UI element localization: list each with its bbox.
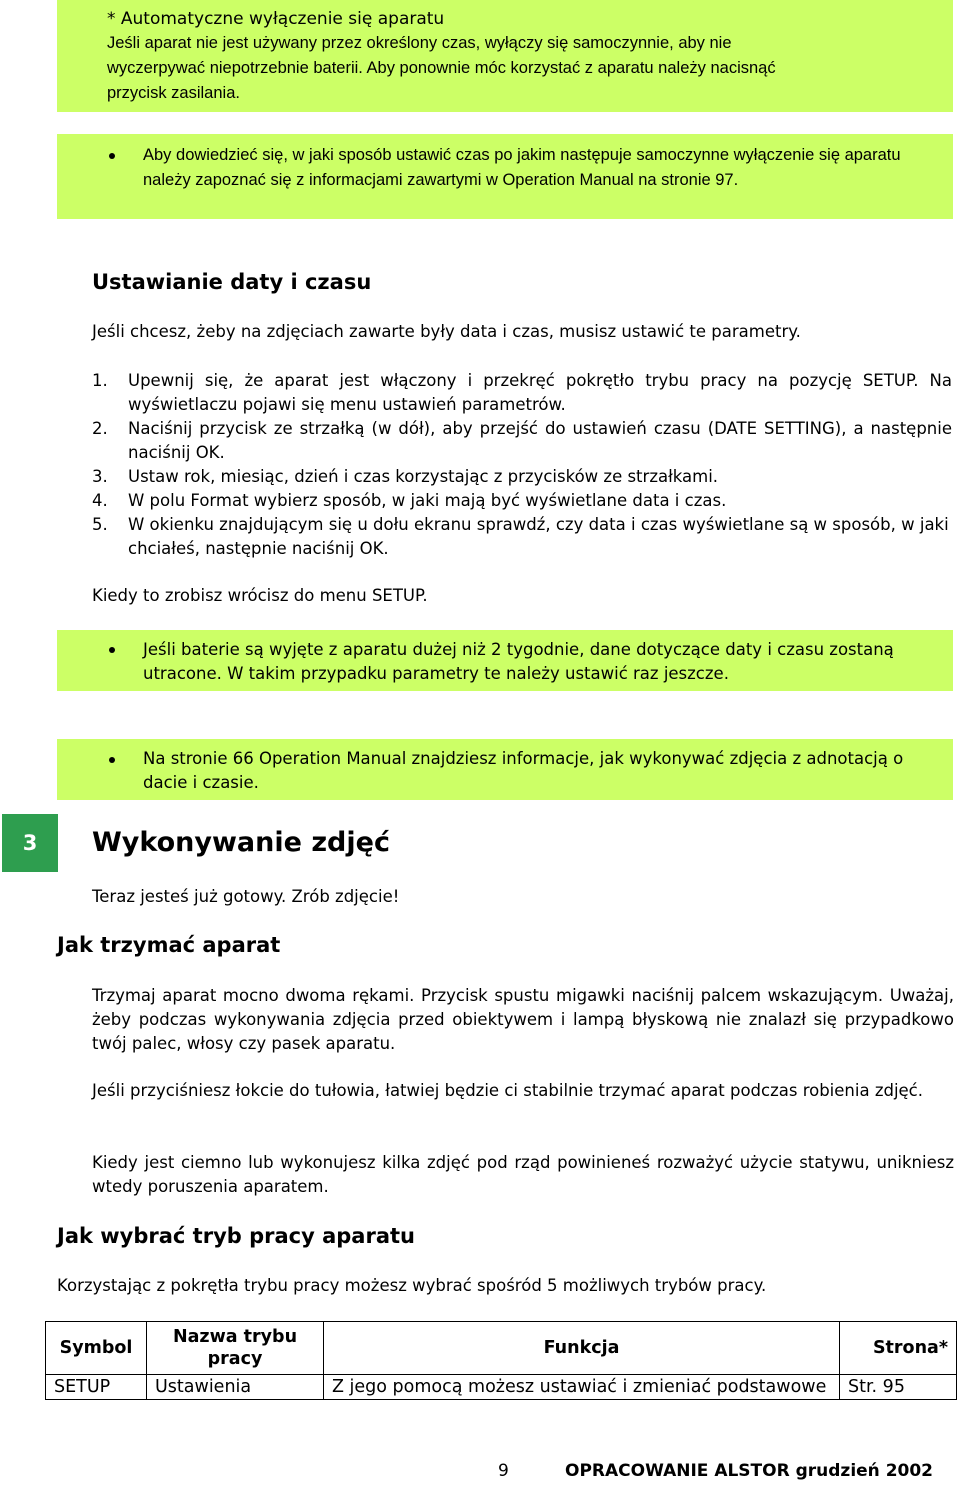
auto-off-line-3: przycisk zasilania. — [107, 84, 240, 102]
step-text: Naciśnij przycisk ze strzałką (w dół), aby przejść do ustawień czasu (DATE SETTING), a następnie naciśnij OK. — [128, 419, 952, 462]
date-section-intro: Jeśli chcesz, żeby na zdjęciach zawarte były data i czas, musisz ustawić te parametry. — [92, 322, 801, 341]
table-header-row — [46, 1322, 957, 1375]
hold-camera-paragraph-1: Trzymaj aparat mocno dwoma rękami. Przycisk spustu migawki naciśnij palcem wskazującym. Uważaj, żeby podczas wykonywania zdjęcia przed obiektywem i lampą błyskową nie znalazł się przypadkowo twój palec, włosy czy pasek aparatu. — [92, 986, 954, 1053]
bullet-icon — [109, 647, 115, 653]
date-section-title: Ustawianie daty i czasu — [92, 270, 372, 294]
modes-table — [45, 1321, 957, 1400]
table-row — [46, 1375, 957, 1400]
mode-section-title: Jak wybrać tryb pracy aparatu — [57, 1224, 415, 1248]
page-number: 9 — [498, 1461, 509, 1481]
cell-symbol: SETUP — [46, 1375, 147, 1400]
date-section-after: Kiedy to zrobisz wrócisz do menu SETUP. — [92, 586, 428, 605]
battery-note-text: Jeśli baterie są wyjęte z aparatu dużej niż 2 tygodnie, dane dotyczące daty i czasu zostaną utracone. W takim przypadku parametry te należy ustawić raz jeszcze. — [143, 640, 894, 683]
footer-text: OPRACOWANIE ALSTOR grudzień 2002 — [565, 1461, 934, 1481]
step-text: Ustaw rok, miesiąc, dzień i czas korzystając z przycisków ze strzałkami. — [128, 467, 719, 486]
step-text: W polu Format wybierz sposób, w jaki mają być wyświetlane data i czas. — [128, 491, 727, 510]
step-text: Upewnij się, że aparat jest włączony i przekręć pokrętło trybu pracy na pozycję SETUP. Na wyświetlaczu pojawi się menu ustawień parametrów. — [128, 371, 952, 414]
section-intro: Teraz jesteś już gotowy. Zrób zdjęcie! — [92, 887, 400, 906]
column-header-name: Nazwa trybu pracy — [147, 1322, 324, 1375]
step-number: 3. — [92, 467, 108, 486]
column-header-function: Funkcja — [324, 1322, 840, 1375]
step-number: 1. — [92, 371, 108, 390]
hold-camera-paragraph-2: Jeśli przyciśniesz łokcie do tułowia, łatwiej będzie ci stabilnie trzymać aparat podczas robienia zdjęć. — [92, 1081, 924, 1100]
step-number: 5. — [92, 515, 108, 534]
step-number: 2. — [92, 419, 108, 438]
auto-off-info-text: Aby dowiedzieć się, w jaki sposób ustawić czas po jakim następuje samoczynne wyłączenie się aparatu należy zapoznać się z informacjami zawartymi w Operation Manual na stronie 97. — [143, 146, 901, 189]
mode-section-intro: Korzystając z pokrętła trybu pracy możesz wybrać spośród 5 możliwych trybów pracy. — [57, 1276, 767, 1295]
cell-page: Str. 95 — [840, 1375, 957, 1400]
hold-camera-paragraph-3: Kiedy jest ciemno lub wykonujesz kilka zdjęć pod rząd powinieneś rozważyć użycie statywu, unikniesz wtedy poruszenia aparatem. — [92, 1153, 954, 1196]
cell-name: Ustawienia — [147, 1375, 324, 1400]
column-header-page: Strona* — [840, 1322, 957, 1375]
section-title: Wykonywanie zdjęć — [92, 827, 390, 858]
hold-camera-title: Jak trzymać aparat — [57, 933, 281, 957]
auto-off-heading: * Automatyczne wyłączenie się aparatu — [107, 9, 445, 29]
section-number: 3 — [22, 831, 38, 855]
cell-function: Z jego pomocą możesz ustawiać i zmieniać podstawowe — [324, 1375, 840, 1400]
section-number-badge — [2, 814, 58, 872]
bullet-icon — [109, 757, 115, 763]
step-text: W okienku znajdującym się u dołu ekranu sprawdź, czy data i czas wyświetlane są w sposób, w jaki chciałeś, następnie naciśnij OK. — [128, 515, 949, 558]
step-number: 4. — [92, 491, 108, 510]
manual-note-text: Na stronie 66 Operation Manual znajdziesz informacje, jak wykonywać zdjęcia z adnotacją o dacie i czasie. — [143, 749, 904, 792]
bullet-icon — [109, 153, 115, 159]
auto-off-line-1: Jeśli aparat nie jest używany przez określony czas, wyłączy się samoczynnie, aby nie — [107, 34, 732, 52]
auto-off-line-2: wyczerpywać niepotrzebnie baterii. Aby ponownie móc korzystać z aparatu należy nacisnąć — [107, 59, 776, 77]
column-header-symbol: Symbol — [46, 1322, 147, 1375]
